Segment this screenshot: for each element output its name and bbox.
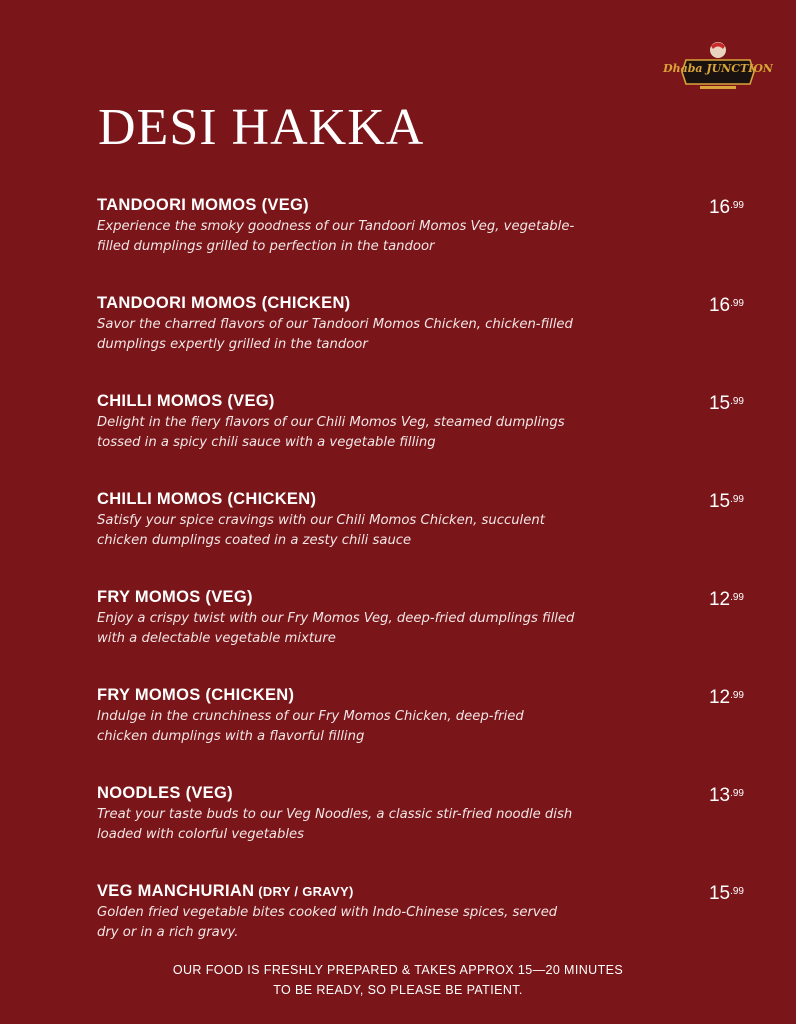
menu-item-name: VEG MANCHURIAN (DRY / GRAVY) — [97, 882, 354, 900]
menu-item — [97, 195, 747, 293]
menu-item-price: $16^{.99}$ — [708, 197, 744, 218]
preparation-notice-line-1: OUR FOOD IS FRESHLY PREPARED & TAKES APPROX 15—20 MINUTES — [172, 963, 624, 977]
menu-item-price: $13^{.99}$ — [708, 785, 744, 806]
menu-item-name: CHILLI MOMOS (CHICKEN) — [97, 490, 317, 508]
menu-item — [97, 391, 747, 489]
menu-item — [97, 783, 747, 881]
menu-item-name: NOODLES (VEG) — [97, 784, 233, 802]
menu-item-name: TANDOORI MOMOS (VEG) — [97, 196, 309, 214]
menu-item-name: FRY MOMOS (VEG) — [97, 588, 253, 606]
menu-item-price: $16^{.99}$ — [708, 295, 744, 316]
page-title: DESI HAKKA — [98, 99, 425, 156]
dhaba-junction-logo — [663, 38, 773, 100]
menu-item-name: TANDOORI MOMOS (CHICKEN) — [97, 294, 351, 312]
menu-item-description: Delight in the fiery flavors of our Chili Momos Veg, steamed dumplings tossed in a spicy chili sauce with a vegetable filling — [97, 415, 565, 450]
menu-item-description: Treat your taste buds to our Veg Noodles, a classic stir-fried noodle dish loaded with colorful vegetables — [97, 807, 573, 842]
menu-item — [97, 489, 747, 587]
preparation-notice-line-2: TO BE READY, SO PLEASE BE PATIENT. — [273, 983, 523, 997]
menu-item-price: $12^{.99}$ — [708, 589, 744, 610]
menu-item-description: Enjoy a crispy twist with our Fry Momos Veg, deep-fried dumplings filled with a delectable vegetable mixture — [97, 611, 575, 646]
menu-item — [97, 293, 747, 391]
preparation-notice — [0, 960, 796, 1000]
menu-item-description: Satisfy your spice cravings with our Chili Momos Chicken, succulent chicken dumplings coated in a zesty chili sauce — [97, 513, 545, 548]
menu-item-name: FRY MOMOS (CHICKEN) — [97, 686, 295, 704]
menu-item-name: CHILLI MOMOS (VEG) — [97, 392, 275, 410]
svg-text:Dhaba JUNCTION: Dhaba JUNCTION — [663, 62, 773, 75]
menu-item — [97, 587, 747, 685]
menu-list — [97, 195, 747, 979]
menu-item — [97, 685, 747, 783]
menu-item-price: $15^{.99}$ — [708, 491, 744, 512]
menu-item-description: Golden fried vegetable bites cooked with Indo-Chinese spices, served dry or in a rich gravy. — [97, 905, 558, 940]
menu-item-price: $12^{.99}$ — [708, 687, 744, 708]
menu-item-description: Indulge in the crunchiness of our Fry Momos Chicken, deep-fried chicken dumplings with a flavorful filling — [97, 709, 524, 744]
menu-item-description: Savor the charred flavors of our Tandoori Momos Chicken, chicken-filled dumplings expertly grilled in the tandoor — [97, 317, 573, 352]
menu-item-price: $15^{.99}$ — [708, 393, 744, 414]
menu-item-description: Experience the smoky goodness of our Tandoori Momos Veg, vegetable-filled dumplings grilled to perfection in the tandoor — [97, 219, 575, 254]
menu-item-price: $15^{.99}$ — [708, 883, 744, 904]
